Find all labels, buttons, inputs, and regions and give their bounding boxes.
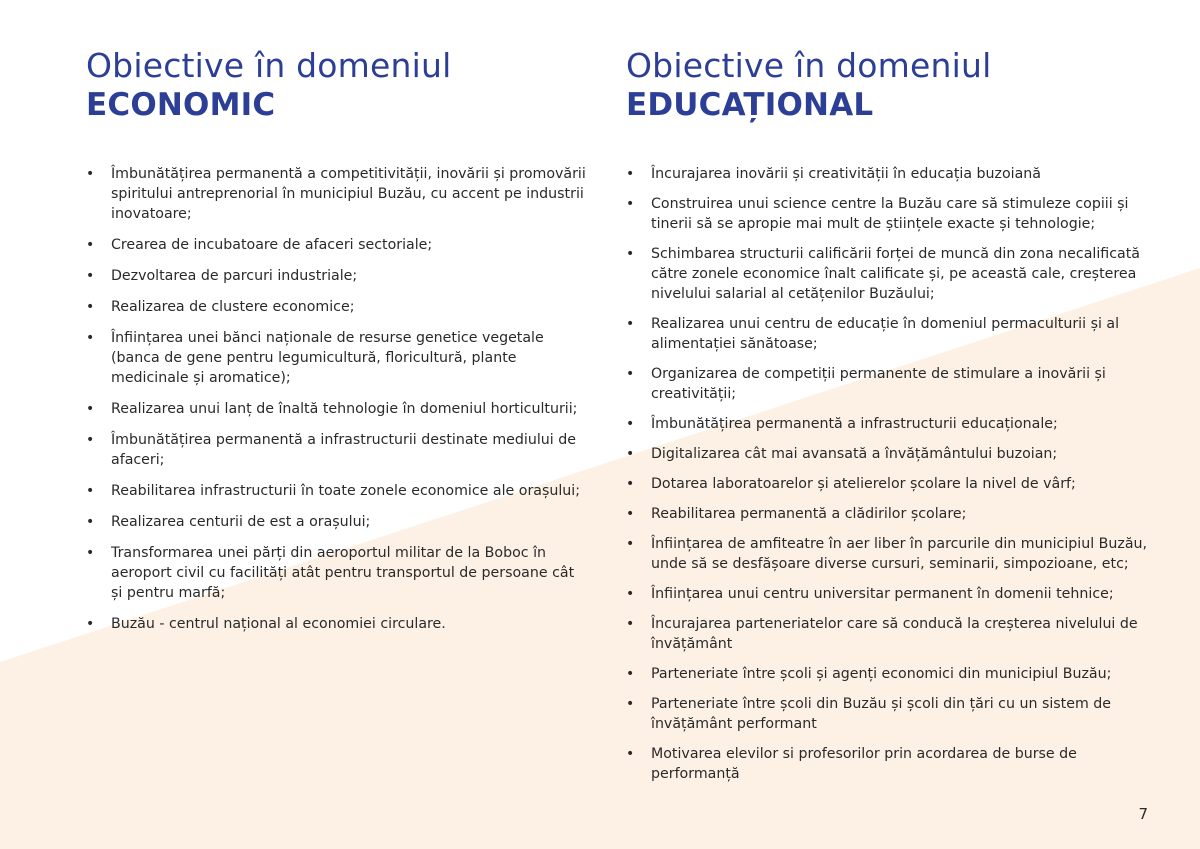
list-item-text: Buzău - centrul național al economiei circulare. [111,616,446,632]
list-item [626,694,1156,734]
bullet-icon: • [86,483,95,499]
list-item-text: Îmbunătățirea permanentă a competitivității, inovării și promovării spiritului antreprenorial în municipiul Buzău, cu accent pe industrii inovatoare; [111,166,586,222]
bullet-icon: • [86,330,95,346]
list-item-text: Parteneriate între școli și agenți economici din municipiul Buzău; [651,666,1112,682]
list-item-text: Înființarea de amfiteatre în aer liber în parcurile din municipiul Buzău, unde să se desfășoare diverse cursuri, seminarii, simpozioane, etc; [651,536,1148,572]
list-item [626,444,1156,464]
bullet-icon: • [626,666,635,682]
bullet-icon: • [626,476,635,492]
list-item [626,534,1156,574]
list-item [626,364,1156,404]
bullet-icon: • [86,545,95,561]
list-item [86,430,586,470]
list-item-text: Înființarea unei bănci naționale de resurse genetice vegetale (banca de gene pentru legumicultură, floricultură, plante medicinale și aromatice); [111,330,544,386]
list-item [86,266,586,286]
list-item-text: Construirea unui science centre la Buzău care să stimuleze copiii și tinerii să se apropie mai mult de științele exacte și tehnologie; [651,196,1129,232]
bullet-icon: • [626,416,635,432]
list-item [626,474,1156,494]
list-item-text: Îmbunătățirea permanentă a infrastructurii destinate mediului de afaceri; [111,432,576,468]
list-item-text: Reabilitarea infrastructurii în toate zonele economice ale orașului; [111,483,581,499]
list-item [626,744,1156,784]
list-item [86,297,586,317]
list-item [86,481,586,501]
page-number: 7 [1138,805,1148,823]
economic-title-line1: Obiective în domeniul [86,46,452,85]
bullet-icon: • [626,536,635,552]
list-item [626,414,1156,434]
list-item [626,314,1156,354]
bullet-icon: • [86,514,95,530]
list-item-text: Dezvoltarea de parcuri industriale; [111,268,358,284]
bullet-icon: • [626,746,635,762]
list-item-text: Digitalizarea cât mai avansată a învățământului buzoian; [651,446,1058,462]
bullet-icon: • [626,366,635,382]
economic-objectives-section [86,46,586,645]
bullet-icon: • [626,446,635,462]
educational-objectives-list [626,164,1156,784]
list-item [626,584,1156,604]
list-item [626,664,1156,684]
list-item [86,164,586,224]
bullet-icon: • [86,299,95,315]
list-item-text: Transformarea unei părți din aeroportul militar de la Boboc în aeroport civil cu facilități atât pentru transportul de persoane cât și pentru marfă; [111,545,575,601]
list-item-text: Încurajarea parteneriatelor care să conducă la creșterea nivelului de învățământ [651,616,1138,652]
economic-title-line2: ECONOMIC [86,87,276,123]
list-item-text: Crearea de incubatoare de afaceri sectoriale; [111,237,433,253]
educational-title-line2: EDUCAȚIONAL [626,87,874,123]
economic-objectives-list [86,164,586,634]
bullet-icon: • [626,316,635,332]
educational-title-line1: Obiective în domeniul [626,46,992,85]
bullet-icon: • [86,166,95,182]
bullet-icon: • [86,432,95,448]
list-item [86,328,586,388]
bullet-icon: • [626,506,635,522]
bullet-icon: • [626,616,635,632]
educational-objectives-section [626,46,1156,794]
bullet-icon: • [626,196,635,212]
list-item-text: Reabilitarea permanentă a clădirilor școlare; [651,506,967,522]
list-item [626,504,1156,524]
list-item-text: Realizarea de clustere economice; [111,299,355,315]
list-item [626,244,1156,304]
list-item-text: Organizarea de competiții permanente de stimulare a inovării și creativității; [651,366,1106,402]
list-item-text: Parteneriate între școli din Buzău și școli din țări cu un sistem de învățământ performant [651,696,1112,732]
list-item [626,164,1156,184]
list-item-text: Îmbunătățirea permanentă a infrastructurii educaționale; [651,416,1058,432]
bullet-icon: • [626,586,635,602]
list-item-text: Motivarea elevilor si profesorilor prin acordarea de burse de performanță [651,746,1077,782]
list-item-text: Înființarea unui centru universitar permanent în domenii tehnice; [651,586,1114,602]
list-item-text: Încurajarea inovării și creativității în educația buzoiană [651,166,1041,182]
list-item [626,614,1156,654]
bullet-icon: • [626,166,635,182]
bullet-icon: • [626,696,635,712]
list-item-text: Schimbarea structurii calificării forței de muncă din zona necalificată către zonele economice înalt calificate și, pe această cale, creșterea nivelului salarial al cetățenilor Buzăului; [651,246,1140,302]
list-item [86,512,586,532]
bullet-icon: • [86,268,95,284]
list-item [626,194,1156,234]
list-item [86,614,586,634]
list-item [86,543,586,603]
list-item [86,399,586,419]
bullet-icon: • [86,237,95,253]
bullet-icon: • [86,616,95,632]
list-item [86,235,586,255]
list-item-text: Dotarea laboratoarelor și atelierelor școlare la nivel de vârf; [651,476,1076,492]
list-item-text: Realizarea centurii de est a orașului; [111,514,371,530]
list-item-text: Realizarea unui centru de educație în domeniul permaculturii și al alimentației sănătoase; [651,316,1120,352]
bullet-icon: • [86,401,95,417]
list-item-text: Realizarea unui lanț de înaltă tehnologie în domeniul horticulturii; [111,401,578,417]
bullet-icon: • [626,246,635,262]
